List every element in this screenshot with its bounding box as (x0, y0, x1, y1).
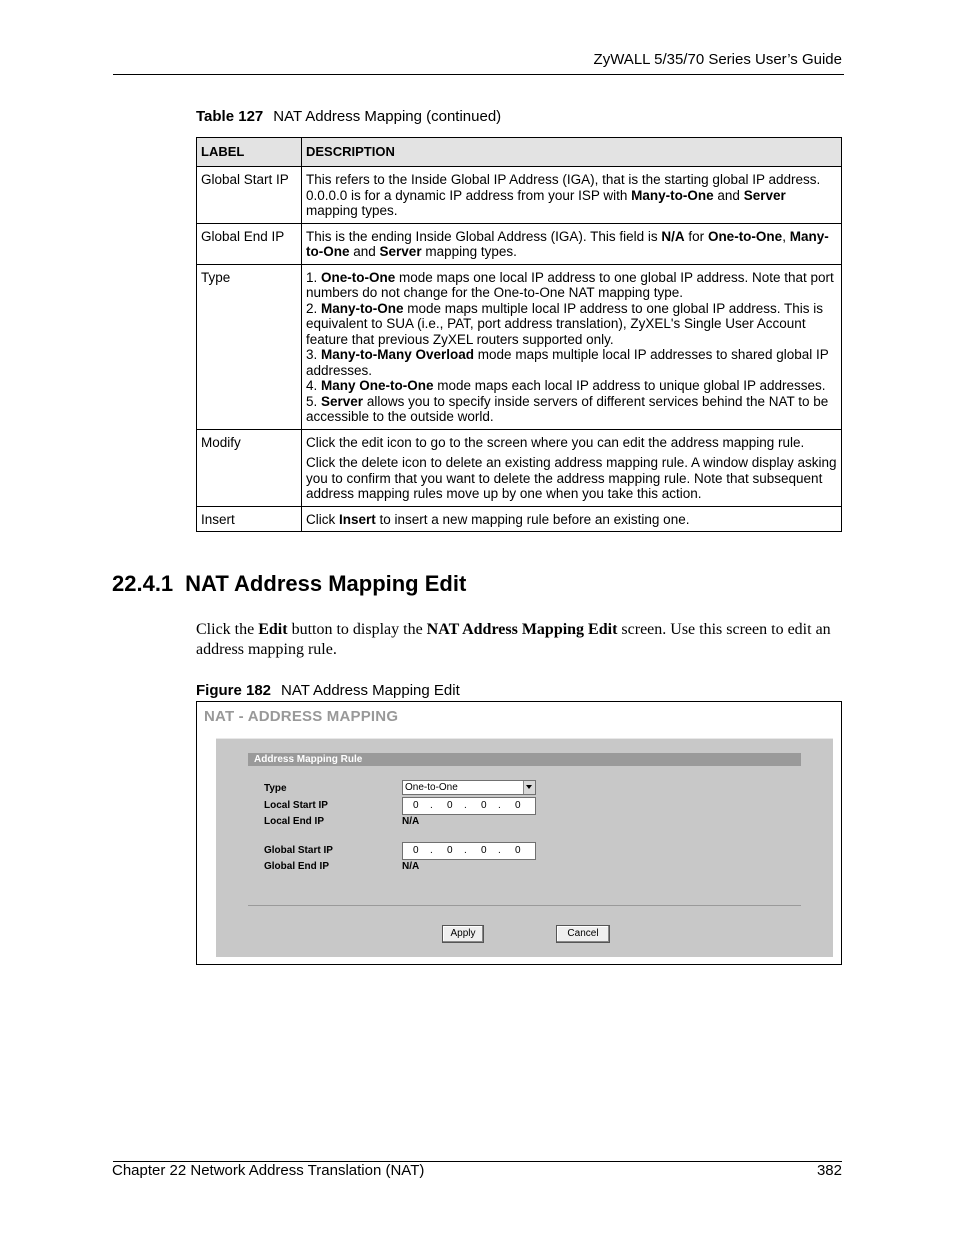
term: Insert (339, 511, 376, 527)
text: button to display the (287, 621, 427, 638)
term: Many-to-One (321, 300, 404, 316)
row-label: Global End IP (197, 223, 302, 264)
term: Server (379, 244, 422, 259)
table-caption (196, 108, 501, 125)
ip-octet: 0 (515, 845, 521, 856)
figure-caption-text: NAT Address Mapping Edit (281, 682, 460, 699)
ip-dot: . (464, 800, 467, 811)
table-row (197, 429, 842, 506)
table-row (197, 223, 842, 264)
row-description (302, 167, 842, 224)
text: This is the ending Inside Global Address (IGA). This field is (306, 228, 662, 244)
ip-octet: 0 (447, 800, 453, 811)
term: Many-to-One (306, 228, 829, 259)
global-start-ip-label: Global Start IP (264, 845, 333, 856)
table-caption-number: Table 127 (196, 108, 264, 125)
item-number: 4. (306, 378, 322, 393)
global-end-ip-label: Global End IP (264, 861, 330, 872)
figure-caption-number: Figure 182 (196, 682, 272, 699)
type-item-5 (306, 394, 837, 425)
paragraph: Click the delete icon to delete an existing address mapping rule. A window display asking you to confirm that you want to delete the address mapping rule. Note that subsequent address mapping rules move up by one when you take this action. (306, 455, 837, 501)
text: This refers to the Inside Global IP Address (IGA), that is the starting global IP address. 0.0.0.0 is for a dynamic IP address from your ISP with (306, 172, 821, 203)
ip-dot: . (498, 800, 501, 811)
term: One-to-One (707, 228, 783, 244)
ip-octet: 0 (481, 800, 487, 811)
text: and (713, 187, 744, 203)
chevron-down-icon[interactable] (523, 781, 535, 794)
text: to insert a new mapping rule before an existing one. (375, 511, 690, 527)
nat-address-mapping-table (196, 137, 842, 532)
ip-octet: 0 (413, 845, 419, 856)
text: mode maps each local IP address to unique global IP addresses. (433, 378, 826, 393)
ip-octet: 0 (481, 845, 487, 856)
ip-dot: . (430, 845, 433, 856)
figure-screenshot (196, 701, 842, 965)
global-start-ip-input[interactable] (402, 842, 536, 860)
ip-dot: . (498, 845, 501, 856)
row-description (302, 264, 842, 429)
local-start-ip-label: Local Start IP (264, 800, 328, 811)
term: Edit (258, 621, 288, 638)
page-number: 382 (816, 1162, 842, 1179)
term: Many-to-Many Overload (321, 347, 475, 362)
text: Click (306, 511, 339, 527)
item-number: 3. (306, 347, 322, 362)
ip-octet: 0 (413, 800, 419, 811)
text: and (349, 244, 380, 259)
term: Server (743, 187, 786, 203)
type-item-3 (306, 347, 837, 378)
column-header-description: DESCRIPTION (302, 138, 842, 167)
term: Many-to-One (631, 187, 714, 203)
item-number: 2. (306, 300, 322, 316)
local-end-ip-label: Local End IP (264, 816, 325, 827)
ip-octet: 0 (515, 800, 521, 811)
ip-dot: . (430, 800, 433, 811)
table-row (197, 167, 842, 224)
column-header-label: LABEL (197, 138, 302, 167)
text: mode maps one local IP address to one global IP address. Note that port numbers do not change for the One-to-One NAT mapping type. (306, 269, 834, 300)
row-description (302, 223, 842, 264)
cancel-button[interactable]: Cancel (556, 925, 610, 943)
footer-chapter: Chapter 22 Network Address Translation (NAT) (112, 1162, 425, 1179)
text: , (782, 228, 790, 244)
row-description (302, 429, 842, 506)
address-mapping-panel (216, 738, 833, 957)
term: Server (321, 393, 364, 409)
text: mapping types. (306, 203, 398, 218)
figure-caption (196, 682, 460, 699)
type-select-value: One-to-One (405, 782, 458, 793)
ip-dot: . (464, 845, 467, 856)
row-label: Type (197, 264, 302, 429)
section-heading (112, 571, 478, 597)
panel-divider (248, 905, 801, 906)
screen-title: NAT - ADDRESS MAPPING (204, 708, 399, 725)
table-header-row (197, 138, 842, 167)
row-label: Insert (197, 506, 302, 532)
address-mapping-rule-bar: Address Mapping Rule (248, 753, 801, 766)
text: Click the (196, 621, 259, 638)
text: allows you to specify inside servers of different services behind the NAT to be accessible to the outside world. (306, 393, 829, 424)
row-label: Modify (197, 429, 302, 506)
type-item-1 (306, 270, 837, 301)
running-header: ZyWALL 5/35/70 Series User’s Guide (593, 51, 842, 68)
type-select[interactable] (402, 780, 536, 795)
header-rule (113, 74, 844, 75)
table-row (197, 264, 842, 429)
text: mode maps multiple local IP addresses to shared global IP addresses. (306, 347, 829, 378)
local-end-ip-value: N/A (402, 816, 420, 827)
ip-octet: 0 (447, 845, 453, 856)
table-row (197, 506, 842, 532)
table-caption-text: NAT Address Mapping (continued) (273, 108, 502, 125)
text: mapping types. (421, 244, 517, 259)
text: for (684, 228, 708, 244)
local-start-ip-input[interactable] (402, 797, 536, 815)
term: N/A (661, 228, 685, 244)
text: mode maps multiple local IP address to one global IP address. This is equivalent to SUA (i.e., PAT, port address translation), ZyXEL's Single User Account feature that previous ZyXEL routers supported only. (306, 300, 823, 347)
paragraph: Click the edit icon to go to the screen where you can edit the address mapping rule. (306, 434, 805, 450)
row-description (302, 506, 842, 532)
section-number: 22.4.1 (112, 571, 174, 596)
term: One-to-One (321, 269, 396, 285)
apply-button[interactable]: Apply (442, 925, 484, 943)
term: NAT Address Mapping Edit (426, 621, 618, 638)
section-title: NAT Address Mapping Edit (185, 571, 467, 596)
row-label: Global Start IP (197, 167, 302, 224)
type-item-4 (306, 378, 837, 394)
item-number: 1. (306, 269, 322, 285)
body-paragraph (196, 620, 842, 660)
text: screen. Use this screen to edit an address mapping rule. (196, 621, 831, 658)
global-end-ip-value: N/A (402, 861, 420, 872)
type-label: Type (264, 783, 287, 794)
item-number: 5. (306, 393, 322, 409)
type-item-2 (306, 301, 837, 348)
term: Many One-to-One (321, 378, 434, 393)
